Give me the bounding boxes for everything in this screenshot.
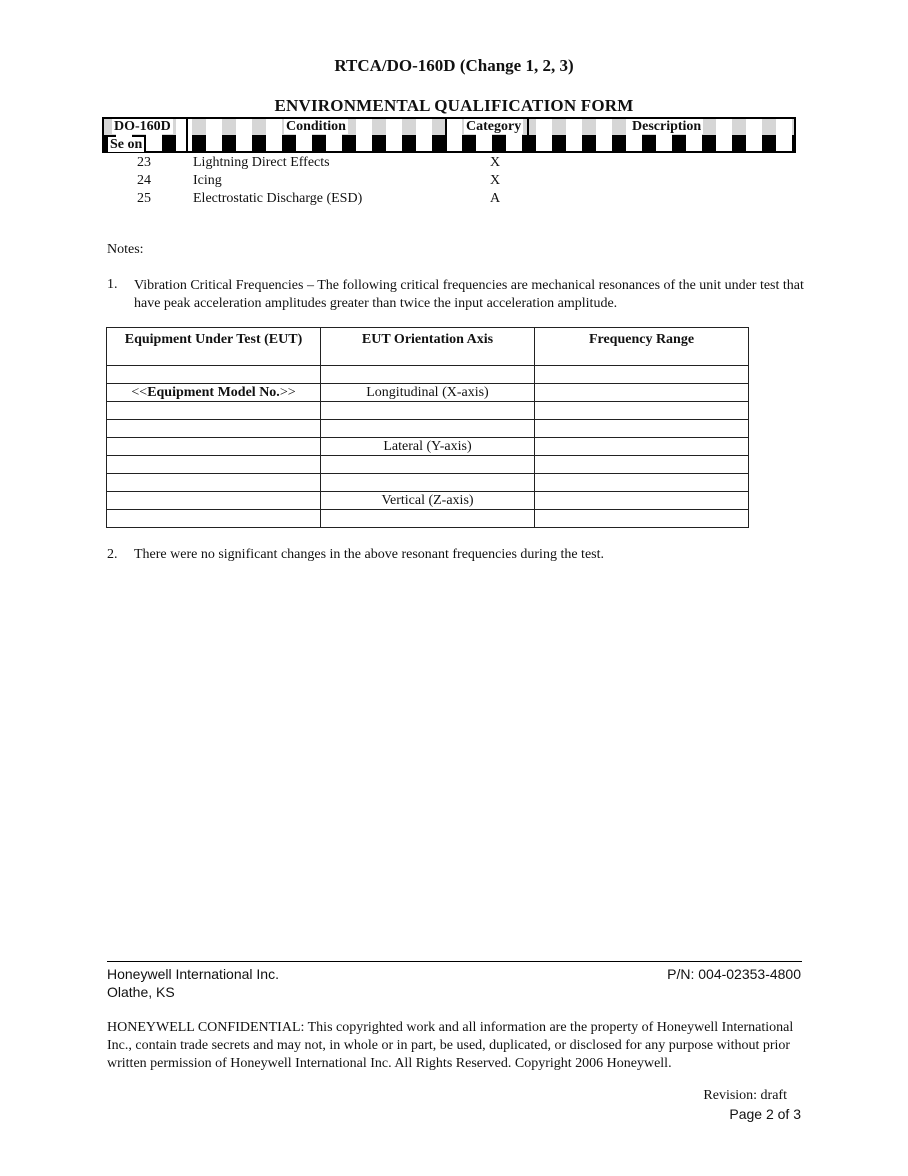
frequency-cell[interactable] <box>535 510 749 528</box>
frequency-cell[interactable] <box>535 456 749 474</box>
table-row <box>107 492 749 510</box>
frequency-cell[interactable] <box>535 384 749 402</box>
footer-company: Honeywell International Inc. <box>107 966 279 982</box>
notes-label: Notes: <box>107 242 144 257</box>
table-row <box>107 420 749 438</box>
frequency-cell[interactable] <box>535 492 749 510</box>
axis-z-cell: Vertical (Z-axis) <box>321 492 535 510</box>
axis-x-cell: Longitudinal (X-axis) <box>321 384 535 402</box>
row-category: X <box>489 155 501 170</box>
note1-number: 1. <box>107 277 118 292</box>
equipment-model-cell[interactable]: <<Equipment Model No.>> <box>107 384 321 402</box>
header-section-line2: Se on <box>110 137 143 152</box>
equipment-model-text: Equipment Model No. <box>147 384 280 400</box>
column-header-eut: Equipment Under Test (EUT) <box>107 328 321 366</box>
table-row <box>107 438 749 456</box>
table-row <box>107 384 749 402</box>
header-section: DO-160D <box>114 119 171 134</box>
note1-text: Vibration Critical Frequencies – The following critical frequencies are mechanical resonances of the unit under test that have peak acceleration amplitudes greater than twice the input acceleration amplitude. <box>134 278 804 311</box>
note2-text: There were no significant changes in the above resonant frequencies during the test. <box>134 547 604 562</box>
axis-y-cell: Lateral (Y-axis) <box>321 438 535 456</box>
table-header-band <box>102 117 796 153</box>
row-section: 24 <box>137 173 151 188</box>
row-condition: Lightning Direct Effects <box>193 155 330 170</box>
row-category: X <box>489 173 501 188</box>
frequency-cell[interactable] <box>535 420 749 438</box>
header-category: Category <box>466 119 522 134</box>
footer-location: Olathe, KS <box>107 984 175 1000</box>
row-condition: Icing <box>193 173 222 188</box>
table-row <box>107 402 749 420</box>
frequency-cell[interactable] <box>535 402 749 420</box>
row-section: 25 <box>137 191 151 206</box>
footer-confidential-notice: HONEYWELL CONFIDENTIAL: This copyrighted work and all information are the property of Honeywell International Inc., contain trade secrets and may not, in whole or in part, be used, duplicated, or disclosed for any purpose without prior written permission of Honeywell International Inc. All Rights Reserved. Copyright 2006 Honeywell. <box>107 1020 794 1071</box>
form-title: ENVIRONMENTAL QUALIFICATION FORM <box>274 96 634 115</box>
frequency-cell[interactable] <box>535 438 749 456</box>
row-section: 23 <box>137 155 151 170</box>
column-header-frequency: Frequency Range <box>535 328 749 366</box>
footer-part-number: P/N: 004-02353-4800 <box>667 966 801 982</box>
vibration-frequency-table <box>106 327 749 528</box>
frequency-cell[interactable] <box>535 474 749 492</box>
row-category: A <box>489 191 501 206</box>
row-condition: Electrostatic Discharge (ESD) <box>193 191 363 206</box>
table-row <box>107 474 749 492</box>
footer-divider <box>107 961 802 962</box>
table-row <box>107 510 749 528</box>
table-row <box>107 366 749 384</box>
document-title: RTCA/DO-160D (Change 1, 2, 3) <box>334 56 574 75</box>
table-row <box>107 456 749 474</box>
footer-page-number: Page 2 of 3 <box>729 1106 801 1122</box>
note2-number: 2. <box>107 547 118 562</box>
column-header-axis: EUT Orientation Axis <box>321 328 535 366</box>
header-description: Description <box>632 119 702 134</box>
header-condition: Condition <box>286 119 346 134</box>
footer-revision: Revision: draft <box>703 1088 787 1103</box>
